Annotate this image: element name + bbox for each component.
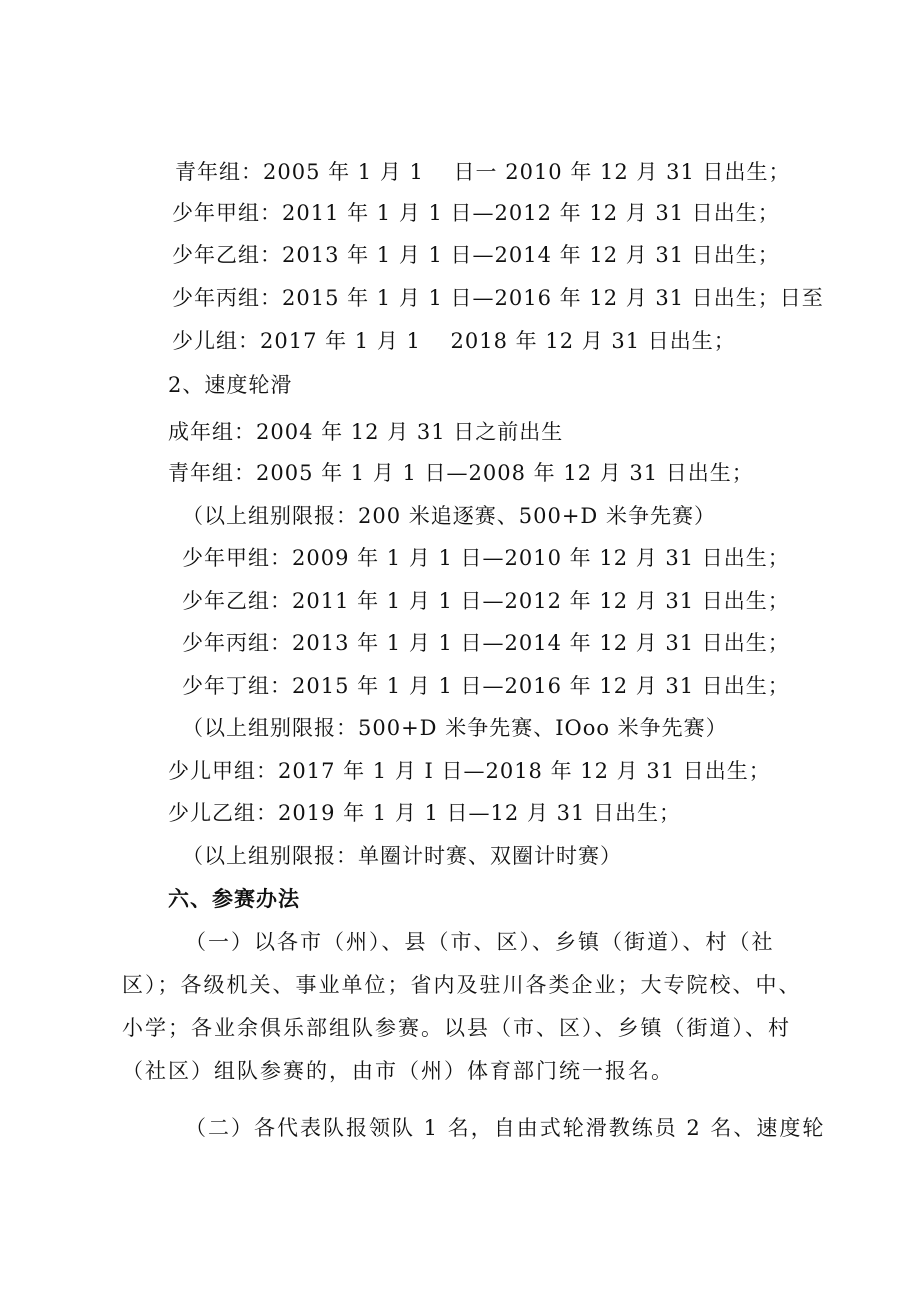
freestyle-group-youth: 青年组：2005 年 1 月 1 日一 2010 年 12 月 31 日出生； — [175, 160, 791, 184]
freestyle-group-junior-a: 少年甲组：2011 年 1 月 1 日—2012 年 12 月 31 日出生； — [172, 201, 780, 225]
paragraph-1-line-3: 小学；各业余俱乐部组队参赛。以县（市、区）、乡镇（街道）、村 — [122, 1016, 791, 1040]
speed-group-junior-b: 少年乙组：2011 年 1 月 1 日—2012 年 12 月 31 日出生； — [182, 589, 790, 613]
paragraph-1-line-2: 区）；各级机关、事业单位；省内及驻川各类企业；大专院校、中、 — [122, 973, 802, 997]
freestyle-group-junior-c: 少年丙组：2015 年 1 月 1 日—2016 年 12 月 31 日出生；日至 — [172, 286, 824, 310]
speed-note-2: （以上组别限报：500+D 米争先赛、IOoo 米争先赛） — [182, 716, 728, 740]
speed-note-3: （以上组别限报：单圈计时赛、双圈计时赛） — [182, 844, 622, 868]
speed-group-youth: 青年组：2005 年 1 月 1 日—2008 年 12 月 31 日出生； — [168, 461, 754, 485]
paragraph-1-line-4: （社区）组队参赛的，由市（州）体育部门统一报名。 — [122, 1059, 674, 1083]
speed-group-adult: 成年组：2004 年 12 月 31 日之前出生 — [168, 420, 564, 444]
freestyle-group-junior-b: 少年乙组：2013 年 1 月 1 日—2014 年 12 月 31 日出生； — [172, 243, 780, 267]
speed-group-children-b: 少儿乙组：2019 年 1 月 1 日—12 月 31 日出生； — [168, 801, 682, 825]
speed-group-junior-a: 少年甲组：2009 年 1 月 1 日—2010 年 12 月 31 日出生； — [182, 546, 790, 570]
speed-skating-title: 2、速度轮滑 — [168, 373, 293, 397]
speed-group-junior-c: 少年丙组：2013 年 1 月 1 日—2014 年 12 月 31 日出生； — [182, 631, 790, 655]
speed-group-junior-d: 少年丁组：2015 年 1 月 1 日—2016 年 12 月 31 日出生； — [182, 674, 790, 698]
speed-group-children-a: 少儿甲组：2017 年 1 月 I 日—2018 年 12 月 31 日出生； — [168, 759, 771, 783]
section-heading-participation: 六、参赛办法 — [168, 887, 300, 911]
paragraph-2-line-1: （二）各代表队报领队 1 名，自由式轮滑教练员 2 名、速度轮 — [185, 1116, 826, 1140]
freestyle-group-children: 少儿组：2017 年 1 月 1 2018 年 12 月 31 日出生； — [172, 329, 736, 353]
paragraph-1-line-1: （一）以各市（州）、县（市、区）、乡镇（街道）、村（社 — [185, 930, 775, 954]
speed-note-1: （以上组别限报：200 米追逐赛、500+D 米争先赛） — [182, 504, 716, 528]
